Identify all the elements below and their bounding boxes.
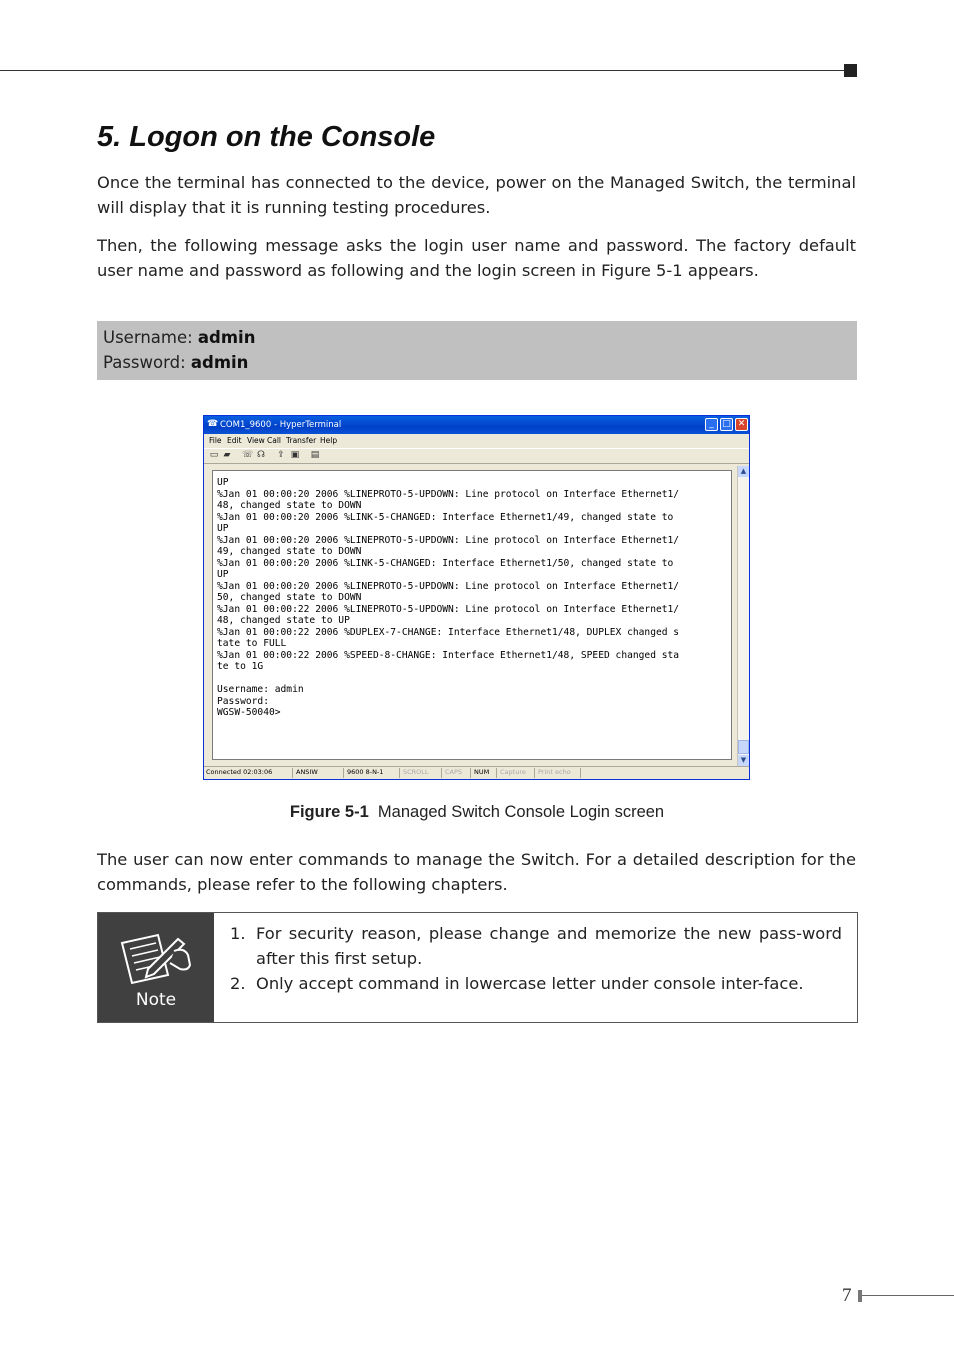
figure-label: Figure 5-1 bbox=[289, 803, 369, 821]
figure-caption bbox=[0, 803, 954, 822]
header-square-marker bbox=[844, 64, 857, 77]
status-separator bbox=[343, 768, 344, 778]
header-rule bbox=[0, 70, 846, 71]
status-scroll: SCROLL bbox=[403, 768, 429, 776]
login-paragraph: Then, the following message asks the login user name and password. The factory default user name and password as following and the login screen in Figure 5-1 appears. bbox=[97, 236, 856, 280]
note-sidebar bbox=[98, 913, 214, 1022]
vertical-scrollbar[interactable] bbox=[737, 466, 749, 766]
new-connection-icon[interactable]: ▭ bbox=[209, 450, 219, 460]
status-separator bbox=[441, 768, 442, 778]
close-button[interactable]: ✕ bbox=[735, 418, 748, 431]
footer-marker bbox=[858, 1290, 862, 1302]
disconnect-icon[interactable]: ☊ bbox=[257, 450, 265, 460]
hyperterminal-window bbox=[203, 415, 750, 780]
status-emulation: ANSIW bbox=[296, 768, 318, 776]
figure-text: Managed Switch Console Login screen bbox=[377, 803, 665, 821]
maximize-button[interactable]: □ bbox=[720, 418, 733, 431]
commands-paragraph: The user can now enter commands to manage the Switch. For a detailed description for the commands, please refer to the following chapters. bbox=[97, 850, 856, 894]
status-num: NUM bbox=[474, 768, 490, 776]
status-capture: Capture bbox=[500, 768, 526, 776]
note-box bbox=[97, 912, 858, 1023]
window-titlebar[interactable] bbox=[204, 416, 749, 434]
menu-file[interactable]: File bbox=[209, 436, 222, 445]
status-bar bbox=[204, 766, 749, 779]
username-value: admin bbox=[197, 328, 256, 347]
intro-paragraph: Once the terminal has connected to the device, power on the Managed Switch, the terminal will display that it is running testing procedures. bbox=[97, 173, 856, 217]
menu-help[interactable]: Help bbox=[320, 436, 338, 445]
menu-view[interactable]: View bbox=[247, 436, 265, 445]
menu-call[interactable]: Call bbox=[267, 436, 282, 445]
terminal-output: UP %Jan 01 00:00:20 2006 %LINEPROTO-5-UPDOWN: Line protocol on Interface Ethernet1/ 48, changed state to DOWN %Jan 01 00:00:20 2006 %LINK-5-CHANGED: Interface Ethernet1/49, changed state to UP %Jan 01 00:00:20 2006 %LINEPROTO-5-UPDOWN: Line protocol on Interface Ethernet1/ 49, changed state to DOWN %Jan 01 00:00:20 2006 %LINK-5-CHANGED: Interface Ethernet1/50, changed state to UP %Jan 01 00:00:20 2006 %LINEPROTO-5-UPDOWN: Line protocol on Interface Ethernet1/ 50, changed state to DOWN %Jan 01 00:00:22 2006 %LINEPROTO-5-UPDOWN: Line protocol on Interface Ethernet1/ 48, changed state to UP %Jan 01 00:00:22 2006 %DUPLEX-7-CHANGE: Interface Ethernet1/48, DUPLEX changed s tate to FULL %Jan 01 00:00:22 2006 %SPEED-8-CHANGE: Interface Ethernet1/48, SPEED changed sta te to 1G Username: admin Password: WGSW-50040> bbox=[217, 477, 680, 718]
page-number: 7 bbox=[842, 1285, 852, 1306]
toolbar bbox=[204, 448, 749, 464]
properties-icon[interactable]: ▤ bbox=[310, 450, 320, 460]
scroll-up-arrow-icon[interactable]: ▲ bbox=[738, 466, 749, 477]
call-icon[interactable]: ☏ bbox=[242, 450, 254, 460]
status-connected: Connected 02:03:06 bbox=[206, 768, 273, 776]
open-folder-icon[interactable]: ▰ bbox=[223, 450, 231, 460]
window-title: COM1_9600 - HyperTerminal bbox=[220, 420, 342, 430]
status-separator bbox=[534, 768, 535, 778]
note-item bbox=[230, 971, 842, 996]
status-port-settings: 9600 8-N-1 bbox=[347, 768, 384, 776]
scroll-down-arrow-icon[interactable]: ▼ bbox=[738, 755, 749, 766]
status-separator bbox=[399, 768, 400, 778]
note-item-number: 2. bbox=[230, 974, 246, 993]
status-separator bbox=[580, 768, 581, 778]
status-separator bbox=[496, 768, 497, 778]
minimize-button[interactable]: _ bbox=[705, 418, 718, 431]
credentials-box bbox=[97, 321, 857, 380]
menu-edit[interactable]: Edit bbox=[227, 436, 242, 445]
footer-rule bbox=[862, 1295, 954, 1296]
terminal-area[interactable] bbox=[212, 470, 732, 760]
status-caps: CAPS bbox=[445, 768, 463, 776]
receive-icon[interactable]: ▣ bbox=[290, 450, 300, 460]
note-item-text: For security reason, please change and memorize the new pass-word after this first setup. bbox=[256, 924, 842, 968]
note-item bbox=[230, 921, 842, 971]
scroll-thumb[interactable] bbox=[738, 740, 749, 754]
menu-bar bbox=[204, 435, 749, 447]
password-line bbox=[103, 353, 248, 372]
note-list bbox=[230, 921, 842, 996]
menu-transfer[interactable]: Transfer bbox=[286, 436, 317, 445]
note-label: Note bbox=[135, 990, 177, 1010]
hyperterminal-app-icon: ☎ bbox=[207, 419, 219, 429]
status-print-echo: Print echo bbox=[538, 768, 571, 776]
username-line bbox=[103, 328, 255, 347]
send-icon[interactable]: ⇪ bbox=[277, 450, 285, 460]
note-item-number: 1. bbox=[230, 924, 246, 943]
section-heading: 5. Logon on the Console bbox=[97, 121, 436, 153]
note-pad-icon bbox=[118, 929, 194, 989]
status-separator bbox=[470, 768, 471, 778]
username-label: Username: bbox=[103, 328, 193, 347]
note-item-text: Only accept command in lowercase letter under console inter-face. bbox=[256, 974, 804, 993]
password-value: admin bbox=[190, 353, 249, 372]
password-label: Password: bbox=[103, 353, 186, 372]
status-separator bbox=[292, 768, 293, 778]
